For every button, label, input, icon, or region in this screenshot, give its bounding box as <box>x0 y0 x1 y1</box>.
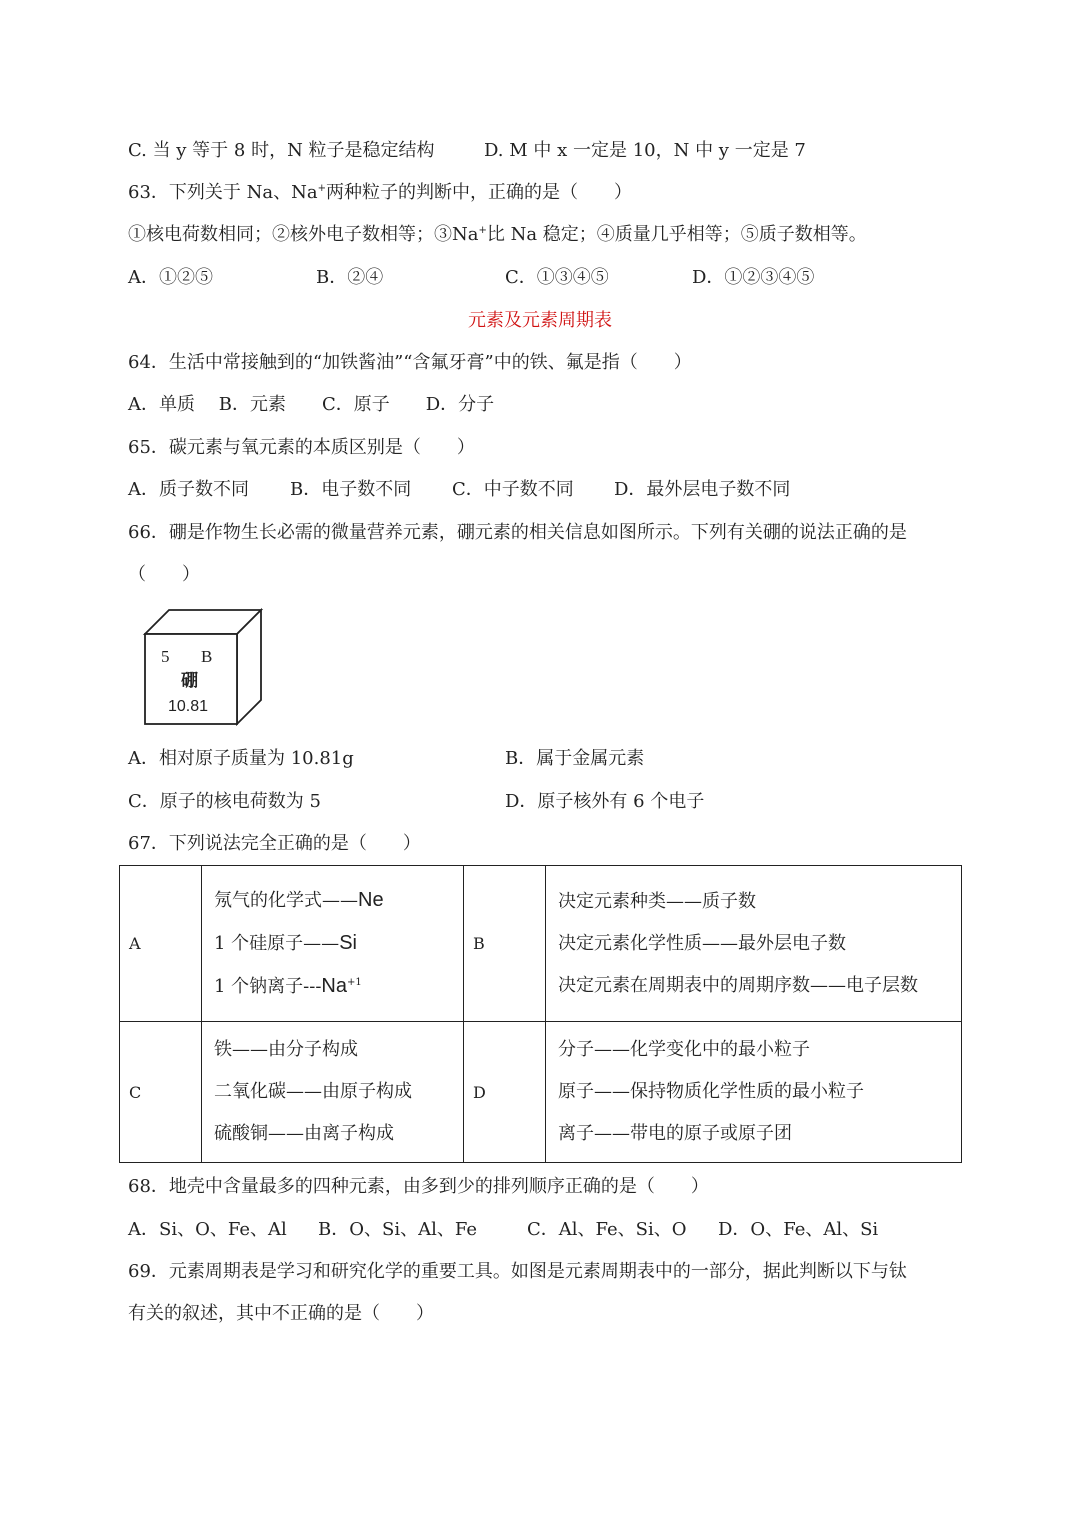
q63-statements: ①核电荷数相同；②核外电子数相等；③Na+比 Na 稳定；④质量几乎相等；⑤质子数相等。 <box>128 224 867 245</box>
q64-stem: 64．生活中常接触到的“加铁酱油”“含氟牙膏”中的铁、氟是指（ ） <box>128 352 692 373</box>
atomic-number: 5 <box>161 647 170 666</box>
q67-table <box>119 865 962 1163</box>
cell-line: 决定元素化学性质——最外层电子数 <box>558 932 846 954</box>
q68-stem: 68．地壳中含量最多的四种元素，由多到少的排列顺序正确的是（ ） <box>128 1176 709 1197</box>
cell-line: 决定元素在周期表中的周期序数——电子层数 <box>558 974 918 996</box>
cell-content-d <box>546 1022 962 1163</box>
q68-option-a: A．Si、O、Fe、Al <box>128 1219 287 1240</box>
element-symbol: B <box>201 647 213 666</box>
q62-option-d: D. M 中 x 一定是 10，N 中 y 一定是 7 <box>484 140 806 161</box>
element-name: 硼 <box>181 671 198 691</box>
cell-line: 离子——带电的原子或原子团 <box>558 1123 792 1144</box>
cell-content-c <box>202 1022 464 1163</box>
q63-stem: 63．下列关于 Na、Na+两种粒子的判断中，正确的是（ ） <box>128 182 632 203</box>
q67-stem: 67．下列说法完全正确的是（ ） <box>128 833 421 854</box>
table-row <box>120 866 962 1022</box>
cell-letter-d: D <box>464 1022 546 1163</box>
cell-line: 分子——化学变化中的最小粒子 <box>558 1039 810 1060</box>
q69-stem-line2: 有关的叙述，其中不正确的是（ ） <box>128 1303 434 1324</box>
cell-line: 硫酸铜——由离子构成 <box>214 1123 394 1144</box>
q68-option-c: C．Al、Fe、Si、O <box>527 1219 687 1240</box>
q65-stem: 65．碳元素与氧元素的本质区别是（ ） <box>128 437 475 458</box>
cell-content-a <box>202 866 464 1022</box>
q65-option-d: D．最外层电子数不同 <box>614 479 791 500</box>
q65-option-c: C．中子数不同 <box>452 479 574 500</box>
q63-option-d: D．①②③④⑤ <box>692 267 815 288</box>
table-row <box>120 1022 962 1163</box>
atomic-mass: 10.81 <box>168 698 209 715</box>
cell-letter-a: A <box>120 866 202 1022</box>
cell-letter-c: C <box>120 1022 202 1163</box>
q69-stem-line1: 69．元素周期表是学习和研究化学的重要工具。如图是元素周期表中的一部分，据此判断以下与钛 <box>128 1261 907 1282</box>
q68-option-d: D．O、Fe、Al、Si <box>718 1219 879 1240</box>
q68-option-b: B．O、Si、Al、Fe <box>318 1219 477 1240</box>
cell-line: 原子——保持物质化学性质的最小粒子 <box>558 1081 864 1102</box>
cell-line: 铁——由分子构成 <box>214 1039 358 1060</box>
q62-option-c: C. 当 y 等于 8 时，N 粒子是稳定结构 <box>128 140 435 161</box>
q66-option-d: D．原子核外有 6 个电子 <box>505 791 705 812</box>
q65-option-a: A．质子数不同 <box>128 479 249 500</box>
cell-line: 二氧化碳——由原子构成 <box>214 1081 412 1102</box>
q63-option-a: A．①②⑤ <box>128 267 213 288</box>
q66-option-a: A．相对原子质量为 10.81g <box>128 748 354 769</box>
q66-stem-line2: （ ） <box>128 564 200 585</box>
section-title: 元素及元素周期表 <box>468 310 612 331</box>
q63-option-c: C．①③④⑤ <box>505 267 609 288</box>
q66-option-c: C．原子的核电荷数为 5 <box>128 791 321 812</box>
q66-stem-line1: 66．硼是作物生长必需的微量营养元素，硼元素的相关信息如图所示。下列有关硼的说法正确的是 <box>128 522 907 543</box>
cell-line: 1 个硅原子——Si <box>214 932 357 954</box>
boron-element-cube <box>137 606 267 730</box>
q64-options: A．单质 B．元素 C．原子 D．分子 <box>128 394 495 415</box>
cell-line: 氖气的化学式——Ne <box>214 889 384 911</box>
cell-line: 1 个钠离子$---Na^{+1}$ <box>214 975 362 997</box>
q65-option-b: B．电子数不同 <box>290 479 412 500</box>
cell-content-b <box>546 866 962 1022</box>
q63-option-b: B．②④ <box>316 267 384 288</box>
q66-option-b: B．属于金属元素 <box>505 748 645 769</box>
cell-letter-b: B <box>464 866 546 1022</box>
cell-line: 决定元素种类——质子数 <box>558 890 756 912</box>
